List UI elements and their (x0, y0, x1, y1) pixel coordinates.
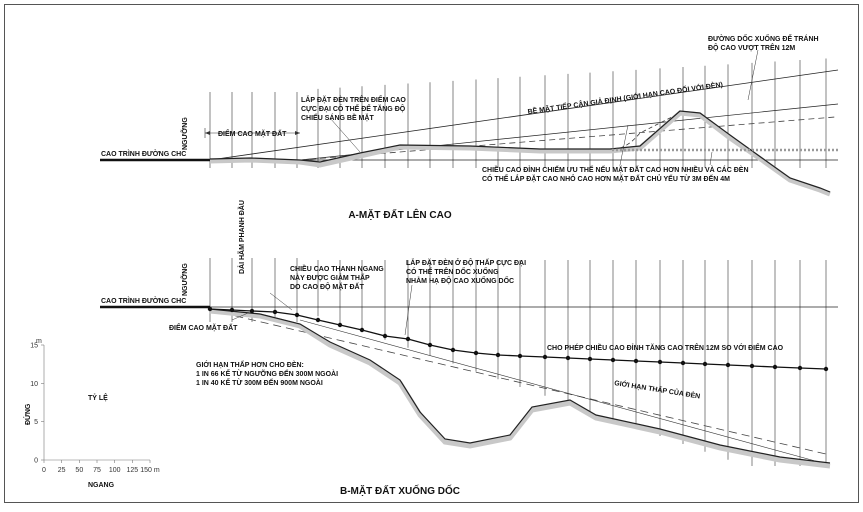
b-light-point (703, 362, 707, 366)
b-lowest-light-note-2: CÓ THỂ TRÊN DỐC XUỐNG (406, 269, 499, 276)
b-allow-height-note: CHO PHÉP CHIỀU CAO ĐỈNH TĂNG CAO TRÊN 12M SO VỚI ĐIỂM CAO (547, 345, 784, 352)
b-light-point (406, 337, 410, 341)
b-light-point (681, 361, 685, 365)
a-downslope-leader (748, 50, 758, 100)
b-light-point (383, 334, 387, 338)
a-install-note-2: CỰC ĐẠI CÓ THỂ ĐỂ TĂNG ĐỘ (301, 106, 406, 113)
b-stop-bar-label: DẢI HÃM PHANH ĐẦU (239, 200, 246, 274)
a-threshold-label: NGƯỠNG (182, 117, 189, 150)
b-light-point (360, 328, 364, 332)
diagram-a-rising-ground (100, 33, 838, 221)
a-install-note-3: CHIẾU SÁNG BỀ MẶT (301, 115, 374, 122)
a-chc-elevation-label: CAO TRÌNH ĐƯỜNG CHC (101, 151, 187, 158)
scale-vertical-label: ĐỨNG (25, 403, 32, 425)
scale-title: TỶ LỆ (88, 395, 108, 402)
a-crest-leader-2 (710, 152, 712, 165)
b-light-point (773, 365, 777, 369)
b-light-point (496, 353, 500, 357)
b-light-point (316, 318, 320, 322)
b-light-point (295, 313, 299, 317)
a-install-leader (330, 118, 360, 152)
scale-htick-label: 75 (93, 467, 101, 474)
scale-vertical-unit: m (36, 338, 42, 345)
b-lower-limit-line (300, 320, 830, 465)
scale-vtick-label: 15 (30, 342, 38, 350)
b-crossbar-note-2: NÀY ĐƯỢC GIẢM THẤP (290, 275, 370, 282)
a-title: A-MẶT ĐẤT LÊN CAO (348, 210, 452, 221)
a-tangent-surface-label: BỀ MẶT TIẾP CẬN GIẢ ĐỊNH (GIỚI HẠN CAO ĐỐI VỚI ĐÈN) (527, 81, 724, 116)
b-crossbar-note-1: CHIỀU CAO THANH NGANG (290, 266, 384, 273)
b-light-point (451, 348, 455, 352)
b-lower-limit-note-3: 1 IN 40 KỂ TỪ 300M ĐẾN 900M NGOÀI (196, 380, 323, 387)
b-lowest-light-note-3: NHẰM HẠ ĐỘ CAO XUỐNG DỐC (406, 278, 515, 285)
b-lowest-light-leader (405, 285, 412, 335)
b-light-point (588, 357, 592, 361)
b-light-elevation-line (210, 309, 826, 369)
b-light-point (543, 355, 547, 359)
b-light-point (750, 364, 754, 368)
a-downslope-note-2: ĐỘ CAO VƯỢT TRÊN 12M (708, 45, 796, 52)
b-title: B-MẶT ĐẤT XUỐNG DỐC (340, 486, 460, 497)
b-light-point (474, 351, 478, 355)
b-light-point (338, 323, 342, 327)
scale-vtick-label: 10 (30, 380, 38, 388)
b-light-point (824, 367, 828, 371)
b-threshold-label: NGƯỠNG (182, 263, 189, 296)
b-light-point (658, 360, 662, 364)
a-install-note-1: LẮP ĐẶT ĐÈN TRÊN ĐIỂM CAO (301, 97, 406, 104)
scale-vertical-ticks (30, 343, 44, 465)
b-low-limit-light-label: GIỚI HẠN THẤP CỦA ĐÈN (613, 380, 701, 401)
b-light-point (208, 307, 212, 311)
b-crossbar-note-3: DO CAO ĐỘ MẶT ĐẤT (290, 284, 364, 291)
a-downslope-note-1: ĐƯỜNG DỐC XUỐNG ĐỂ TRÁNH (708, 36, 819, 43)
scale-htick-label: 50 (75, 467, 84, 474)
diagram-b-falling-ground (100, 200, 838, 497)
b-light-point (518, 354, 522, 358)
b-lower-limit-note-2: 1 IN 66 KỂ TỪ NGƯỠNG ĐẾN 300M NGOÀI (196, 371, 339, 378)
b-lowest-light-note-1: LẮP ĐẶT ĐÈN Ở ĐỘ THẤP CỰC ĐẠI (406, 260, 527, 267)
scale-htick-label: 125 (126, 467, 139, 474)
scale-htick-label: 150 m (140, 467, 160, 474)
a-airfield-elevation-label: ĐIỂM CAO MẶT ĐẤT (218, 131, 287, 138)
a-crest-note-1: CHIỀU CAO ĐỈNH CHIẾM ƯU THẾ NẾU MẶT ĐẤT CAO HƠN NHIỀU VÀ CÁC ĐÈN (482, 167, 749, 174)
scale-vtick-label: 0 (34, 457, 38, 465)
b-light-point (726, 363, 730, 367)
scale-horizontal-label: NGANG (88, 482, 115, 489)
b-light-point (428, 343, 432, 347)
b-chc-elevation-label: CAO TRÌNH ĐƯỜNG CHC (101, 298, 187, 305)
scale-vtick-label: 5 (34, 419, 38, 427)
b-light-point (250, 309, 254, 313)
b-light-point (798, 366, 802, 370)
b-light-point (566, 356, 570, 360)
scale-htick-label: 0 (42, 467, 46, 474)
b-lower-limit-note-1: GIỚI HẠN THẤP HƠN CHO ĐÈN: (196, 362, 304, 369)
a-crest-note-2: CÓ THỂ LẮP ĐẶT CAO NHỎ CAO HƠN MẶT ĐẤT CHỦ YẾU TỪ 3M ĐẾN 4M (482, 176, 730, 183)
scale-htick-label: 100 (108, 467, 121, 474)
b-light-point (273, 310, 277, 314)
b-airfield-elevation-label: ĐIỂM CAO MẶT ĐẤT (169, 325, 238, 332)
scale-horizontal-ticks (42, 460, 160, 474)
scale-legend (23, 338, 160, 489)
b-crossbar-leader (270, 293, 292, 310)
scale-htick-label: 25 (57, 467, 66, 474)
b-light-point (611, 358, 615, 362)
b-light-point (230, 308, 234, 312)
b-light-point (634, 359, 638, 363)
